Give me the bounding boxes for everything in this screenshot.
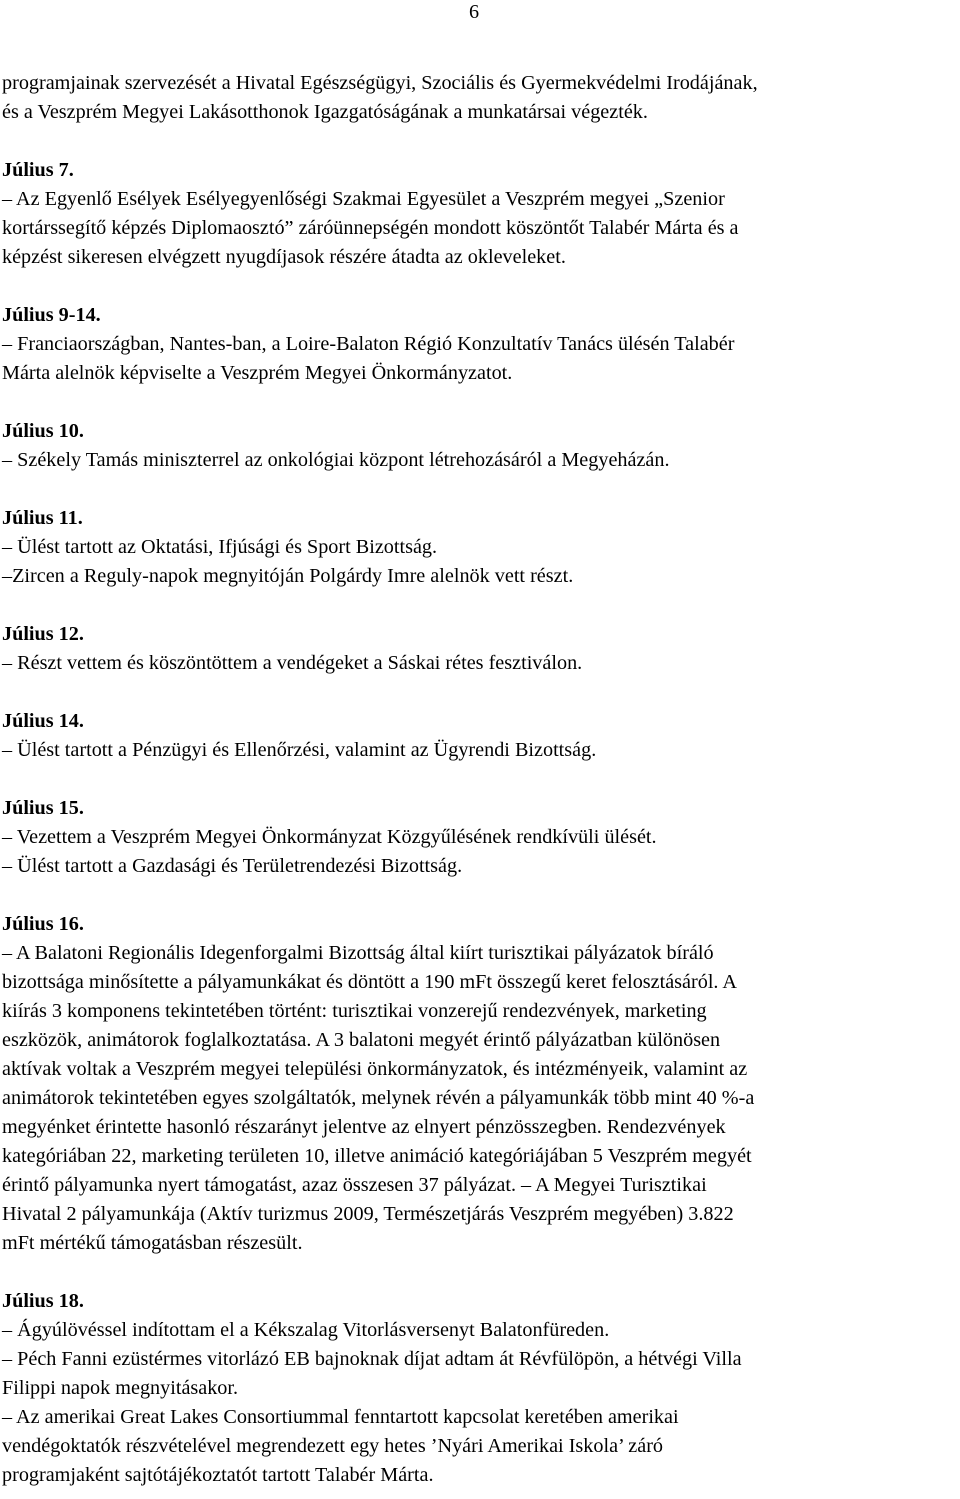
- entry-july-18: [2, 1287, 955, 1490]
- text-line: – Péch Fanni ezüstérmes vitorlázó EB bajnoknak díjat adtam át Révfülöpön, a hétvégi Villa: [2, 1348, 742, 1370]
- entry-date: Július 14.: [2, 710, 84, 732]
- text-line: kategóriában 22, marketing területen 10, illetve animáció kategóriájában 5 Veszprém megyét: [2, 1145, 752, 1167]
- text-line: – Az Egyenlő Esélyek Esélyegyenlőségi Szakmai Egyesület a Veszprém megyei „Szenior: [2, 188, 725, 210]
- entry-date: Július 12.: [2, 623, 84, 645]
- text-line: –Zircen a Reguly-napok megnyitóján Polgárdy Imre alelnök vett részt.: [2, 565, 574, 587]
- text-line: – Ágyúlövéssel indítottam el a Kékszalag Vitorlásversenyt Balatonfüreden.: [2, 1319, 610, 1341]
- text-line: – Az amerikai Great Lakes Consortiummal fenntartott kapcsolat keretében amerikai: [2, 1406, 679, 1428]
- text-line: – Székely Tamás miniszterrel az onkológiai központ létrehozásáról a Megyeházán.: [2, 449, 670, 471]
- text-line: – Ülést tartott a Pénzügyi és Ellenőrzési, valamint az Ügyrendi Bizottság.: [2, 739, 597, 761]
- entry-july-11: [2, 504, 955, 591]
- text-line: – Ülést tartott a Gazdasági és Területrendezési Bizottság.: [2, 855, 463, 877]
- text-line: – A Balatoni Regionális Idegenforgalmi Bizottság által kiírt turisztikai pályázatok bíráló: [2, 942, 714, 964]
- entry-july-12: [2, 620, 955, 678]
- text-line: – Franciaországban, Nantes-ban, a Loire-Balaton Régió Konzultatív Tanács ülésén Talabér: [2, 333, 735, 355]
- entry-date: Július 11.: [2, 507, 83, 529]
- text-line: megyénket érintette hasonló részarányt jelentve az elnyert pénzösszegben. Rendezvények: [2, 1116, 726, 1138]
- entry-july-16: [2, 910, 955, 1258]
- text-line: érintő pályamunka nyert támogatást, azaz összesen 37 pályázat. – A Megyei Turisztikai: [2, 1174, 707, 1196]
- text-line: mFt mértékű támogatásban részesült.: [2, 1232, 303, 1254]
- entry-date: Július 7.: [2, 159, 74, 181]
- text-line: vendégoktatók részvételével megrendezett egy hetes ’Nyári Amerikai Iskola’ záró: [2, 1435, 664, 1457]
- text-line: – Részt vettem és köszöntöttem a vendégeket a Sáskai rétes fesztiválon.: [2, 652, 583, 674]
- text-line: programjainak szervezését a Hivatal Egészségügyi, Szociális és Gyermekvédelmi Irodájának,: [2, 72, 758, 94]
- entry-july-7: [2, 156, 955, 272]
- entry-july-14: [2, 707, 955, 765]
- text-line: programjaként sajtótájékoztatót tartott Talabér Márta.: [2, 1464, 434, 1486]
- text-line: – Ülést tartott az Oktatási, Ifjúsági és Sport Bizottság.: [2, 536, 438, 558]
- text-line: képzést sikeresen elvégzett nyugdíjasok részére átadta az okleveleket.: [2, 246, 566, 268]
- text-line: aktívak voltak a Veszprém megyei települési önkormányzatok, és intézményeik, valamint az: [2, 1058, 748, 1080]
- entry-date: Július 9-14.: [2, 304, 101, 326]
- text-line: Márta alelnök képviselte a Veszprém Megyei Önkormányzatot.: [2, 362, 513, 384]
- text-line: – Vezettem a Veszprém Megyei Önkormányzat Közgyűlésének rendkívüli ülését.: [2, 826, 657, 848]
- text-line: kiírás 3 komponens tekintetében történt: turisztikai vonzerejű rendezvények, marketing: [2, 1000, 707, 1022]
- text-line: Filippi napok megnyitásakor.: [2, 1377, 239, 1399]
- entry-date: Július 18.: [2, 1290, 84, 1312]
- entry-date: Július 15.: [2, 797, 84, 819]
- text-line: bizottsága minősítette a pályamunkákat és döntött a 190 mFt összegű keret felosztásáról. A: [2, 971, 737, 993]
- entry-july-15: [2, 794, 955, 881]
- entry-date: Július 16.: [2, 913, 84, 935]
- text-line: és a Veszprém Megyei Lakásotthonok Igazgatóságának a munkatársai végezték.: [2, 101, 648, 123]
- text-line: animátorok tekintetében egyes szolgáltatók, melynek révén a pályamunkák több mint 40 %-a: [2, 1087, 755, 1109]
- intro-paragraph: [2, 69, 955, 127]
- entry-july-9-14: [2, 301, 955, 388]
- text-line: Hivatal 2 pályamunkája (Aktív turizmus 2009, Természetjárás Veszprém megyében) 3.822: [2, 1203, 734, 1225]
- entry-july-10: [2, 417, 955, 475]
- text-line: eszközök, animátorok foglalkoztatása. A 3 balatoni megyét érintő pályázatban különösen: [2, 1029, 721, 1051]
- text-line: kortárssegítő képzés Diplomaosztó” záróünnepségén mondott köszöntőt Talabér Márta és a: [2, 217, 739, 239]
- document-body: [2, 69, 955, 1490]
- page-number: 6: [469, 1, 480, 23]
- entry-date: Július 10.: [2, 420, 84, 442]
